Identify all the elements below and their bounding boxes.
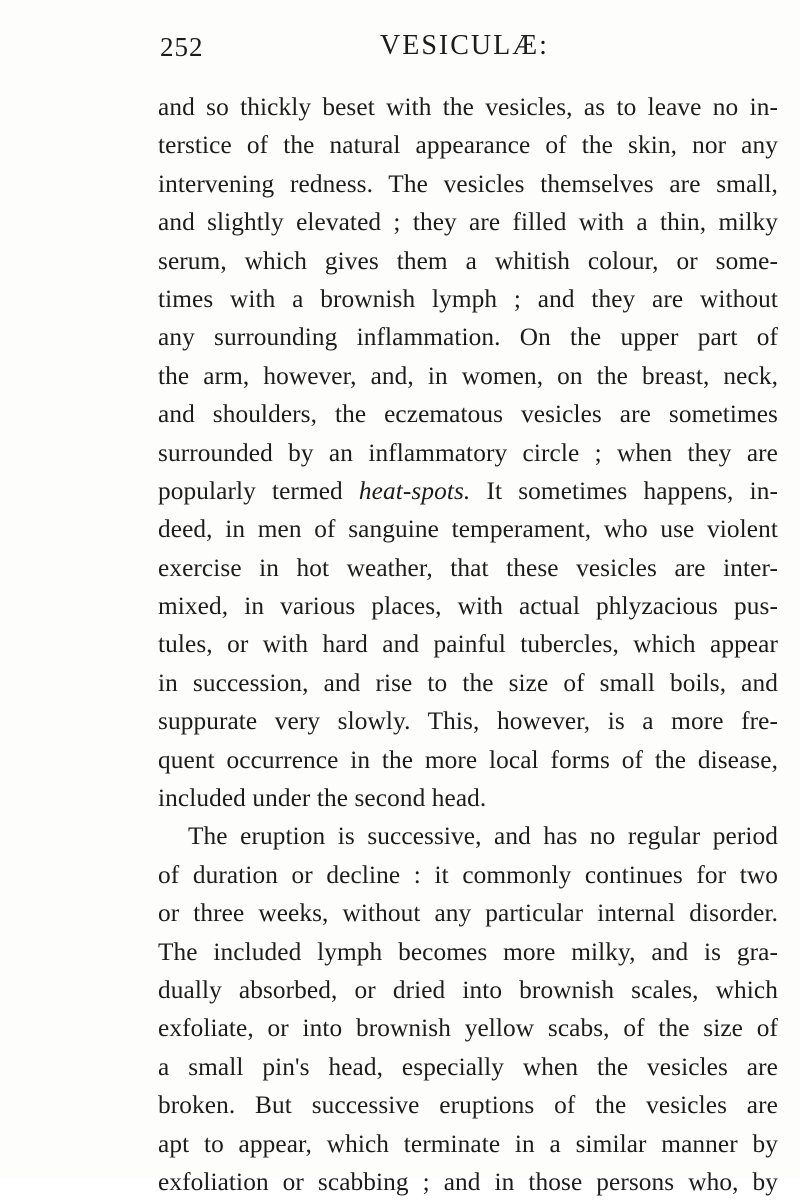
text-line: exfoliation or scabbing ; and in those persons who, by — [158, 1167, 778, 1196]
text-line: a small pin's head, especially when the vesicles are — [158, 1052, 778, 1081]
text-line: and slightly elevated ; they are filled with a thin, milky — [158, 208, 778, 237]
text-line: exercise in hot weather, that these vesicles are inter- — [158, 553, 778, 582]
running-head — [160, 30, 780, 70]
page-number: 252 — [160, 32, 204, 62]
text-line: broken. But successive eruptions of the vesicles are — [158, 1091, 778, 1120]
text-line: included under the second head. — [158, 784, 487, 813]
text-line: serum, which gives them a whitish colour, or some- — [158, 246, 778, 275]
line-text-after: It sometimes happens, in- — [470, 476, 778, 505]
text-line: surrounded by an inflammatory circle ; when they are — [158, 438, 778, 467]
text-line: apt to appear, which terminate in a similar manner by — [158, 1129, 778, 1158]
text-line-with-italic — [158, 472, 778, 510]
italic-term: heat-spots. — [358, 476, 471, 505]
text-line: mixed, in various places, with actual phlyzacious pus- — [158, 592, 778, 621]
text-line: intervening redness. The vesicles themselves are small, — [158, 169, 778, 198]
text-line: The included lymph becomes more milky, and is gra- — [158, 937, 778, 966]
text-line: and shoulders, the eczematous vesicles are sometimes — [158, 400, 778, 429]
text-line: of duration or decline : it commonly continues for two — [158, 860, 778, 889]
text-line: suppurate very slowly. This, however, is a more fre- — [158, 707, 778, 736]
text-line: any surrounding inflammation. On the upper part of — [158, 323, 778, 352]
text-line: times with a brownish lymph ; and they are without — [158, 284, 778, 313]
text-line: The eruption is successive, and has no regular period — [188, 822, 778, 851]
text-line: tules, or with hard and painful tubercles, which appear — [158, 630, 778, 659]
body-text — [158, 88, 778, 1201]
text-line: exfoliate, or into brownish yellow scabs, of the size of — [158, 1014, 778, 1043]
text-line: dually absorbed, or dried into brownish scales, which — [158, 975, 778, 1004]
text-line: the arm, however, and, in women, on the breast, neck, — [158, 361, 778, 390]
text-line: or three weeks, without any particular internal disorder. — [158, 899, 778, 928]
text-line: in succession, and rise to the size of small boils, and — [158, 668, 778, 697]
text-line: and so thickly beset with the vesicles, as to leave no in- — [158, 93, 778, 121]
running-title: VESICULÆ: — [380, 30, 549, 61]
text-line: deed, in men of sanguine temperament, who use violent — [158, 515, 778, 544]
line-text-before: popularly termed — [158, 476, 359, 505]
text-line: quent occurrence in the more local forms of the disease, — [158, 745, 778, 774]
text-line: terstice of the natural appearance of the skin, nor any — [158, 131, 778, 160]
